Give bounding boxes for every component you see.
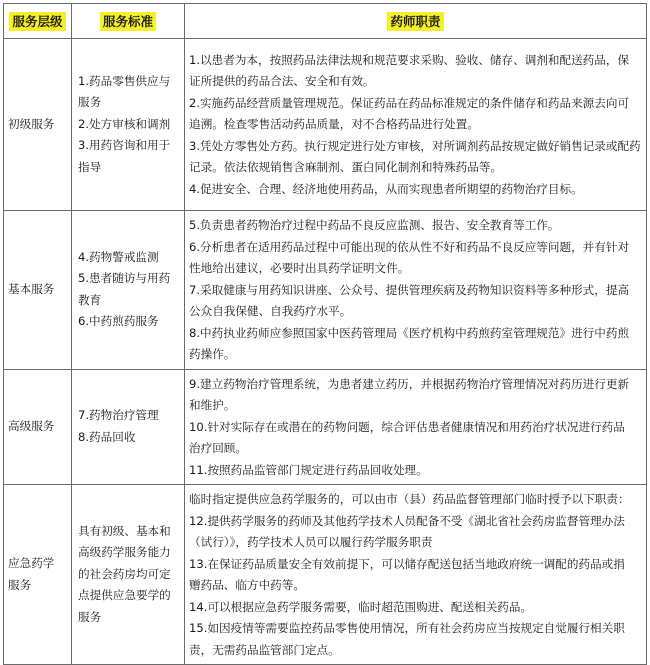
duty-line: 1.以患者为本，按照药品法律法规和规范要求采购、验收、储存、调剂和配送药品，保	[189, 52, 630, 67]
pharmacy-service-table	[3, 3, 647, 665]
standard-line: 服务	[78, 95, 102, 110]
duty-line: 公众自我保健、自我药疗水平。	[189, 304, 352, 318]
duty-line: 责，无需药品监管部门定点。	[189, 642, 340, 657]
standard-line: 7.药物治疗管理	[78, 408, 159, 423]
header-level-label: 服务层级	[9, 12, 65, 31]
table-row-emergency	[4, 485, 647, 665]
duty-line: 13.在保证药品质量安全有效前提下，可以储存配送包括当地政府统一调配的药品或捐	[189, 556, 625, 571]
duty-line: 5.负责患者药物治疗过程中药品不良反应监测、报告、安全教育等工作。	[189, 218, 560, 232]
duty-line: 临时指定提供应急药学服务的，可以由市（县）药品监督管理部门临时授予以下职责：	[189, 492, 630, 506]
level-text: 服务	[8, 577, 32, 592]
standard-line: 4.药物警戒监测	[78, 249, 159, 264]
standard-cell	[72, 211, 185, 370]
duties-cell	[185, 369, 647, 485]
duty-line: 12.提供药学服务的药师及其他药学技术人员配备不受《湖北省社会药房监督管理办法	[189, 513, 625, 528]
duty-line: 11.按照药品监管部门规定进行药品回收处理。	[189, 462, 428, 477]
standard-line: 5.患者随访与用药	[78, 271, 171, 286]
header-duties-label: 药师职责	[387, 12, 443, 31]
duties-cell	[185, 211, 647, 370]
duty-line: 7.采取健康与用药知识讲座、公众号、提供管理疾病及药物知识资料等多种形式，提高	[189, 282, 630, 297]
level-text: 基本服务	[8, 282, 55, 296]
standard-line: 1.药品零售供应与	[78, 73, 171, 88]
duty-line: 记录。依法依规销售含麻制剂、蛋白同化制剂和特殊药品等。	[189, 160, 503, 175]
header-standard-label: 服务标准	[100, 12, 156, 31]
duty-line: 证所提供的药品合法、安全和有效。	[189, 74, 375, 89]
duty-line: 和维护。	[189, 398, 236, 412]
duty-line: 3.凭处方零售处方药。执行规定进行处方审核，对所调剂药品按规定做好销售记录或配药	[189, 138, 641, 153]
duty-line: 治疗回顾。	[189, 441, 247, 455]
standard-line: 8.药品回收	[78, 429, 136, 444]
duty-line: 4.促进安全、合理、经济地使用药品，从而实现患者所期望的药物治疗目标。	[189, 181, 583, 196]
duty-line: 9.建立药物治疗管理系统，为患者建立药历，并根据药物治疗管理情况对药历进行更新	[189, 376, 630, 391]
standard-cell	[72, 369, 185, 485]
standard-line: 服务	[78, 609, 102, 624]
standard-line: 点提供应急要学的	[78, 588, 171, 603]
level-cell	[4, 39, 72, 211]
duty-line: 10.针对实际存在或潜在的药物问题，综合评估患者健康情况和用药治疗状况进行药品	[189, 419, 625, 434]
header-standard	[72, 4, 185, 39]
standard-cell	[72, 485, 185, 665]
table-row-advanced	[4, 369, 647, 485]
standard-line: 2.处方审核和调剂	[78, 116, 171, 131]
duty-line: 药操作。	[189, 347, 236, 361]
standard-cell	[72, 39, 185, 211]
standard-line: 教育	[78, 292, 102, 307]
standard-line: 6.中药煎药服务	[78, 314, 159, 329]
level-cell	[4, 485, 72, 665]
pharmacy-service-table-container	[3, 3, 646, 665]
standard-line: 的社会药房均可定	[78, 566, 171, 581]
standard-line: 指导	[78, 159, 102, 174]
duty-line: 6.分析患者在适用药品过程中可能出现的依从性不好和药品不良反应等问题，并有针对	[189, 239, 630, 254]
level-text: 应急药学	[8, 556, 55, 570]
duty-line: 赠药品、临方中药等。	[189, 578, 305, 592]
level-text: 初级服务	[8, 116, 55, 131]
duty-line: 2.实施药品经营质量管理规范。保证药品在药品标准规定的条件储存和药品来源去向可	[189, 95, 630, 110]
duty-line: 15.如因疫情等需要监控药品零售使用情况，所有社会药房应当按规定自觉履行相关职	[189, 621, 625, 635]
standard-line: 高级药学服务能力	[78, 545, 171, 560]
duties-cell	[185, 39, 647, 211]
duty-line: 8.中药执业药师应参照国家中医药管理局《医疗机构中药煎药室管理规范》进行中药煎	[189, 325, 630, 340]
duty-line: 14.可以根据应急药学服务需要，临时超范围购进、配送相关药品。	[189, 599, 533, 614]
level-cell	[4, 369, 72, 485]
duty-line: 性地给出建议，必要时出具药学证明文件。	[189, 261, 410, 275]
standard-line: 3.用药咨询和用于	[78, 138, 171, 153]
header-duties	[185, 4, 647, 39]
level-cell	[4, 211, 72, 370]
header-level	[4, 4, 72, 39]
level-text: 高级服务	[8, 419, 55, 433]
duty-line: （试行）》，药学技术人员可以履行药学服务职责	[189, 535, 433, 549]
duties-cell	[185, 485, 647, 665]
table-header-row	[4, 4, 647, 39]
duty-line: 追溯。检查零售活动药品质量，对不合格药品进行处置。	[189, 117, 479, 132]
table-row-basic	[4, 211, 647, 370]
standard-line: 具有初级、基本和	[78, 523, 171, 538]
table-row-primary	[4, 39, 647, 211]
